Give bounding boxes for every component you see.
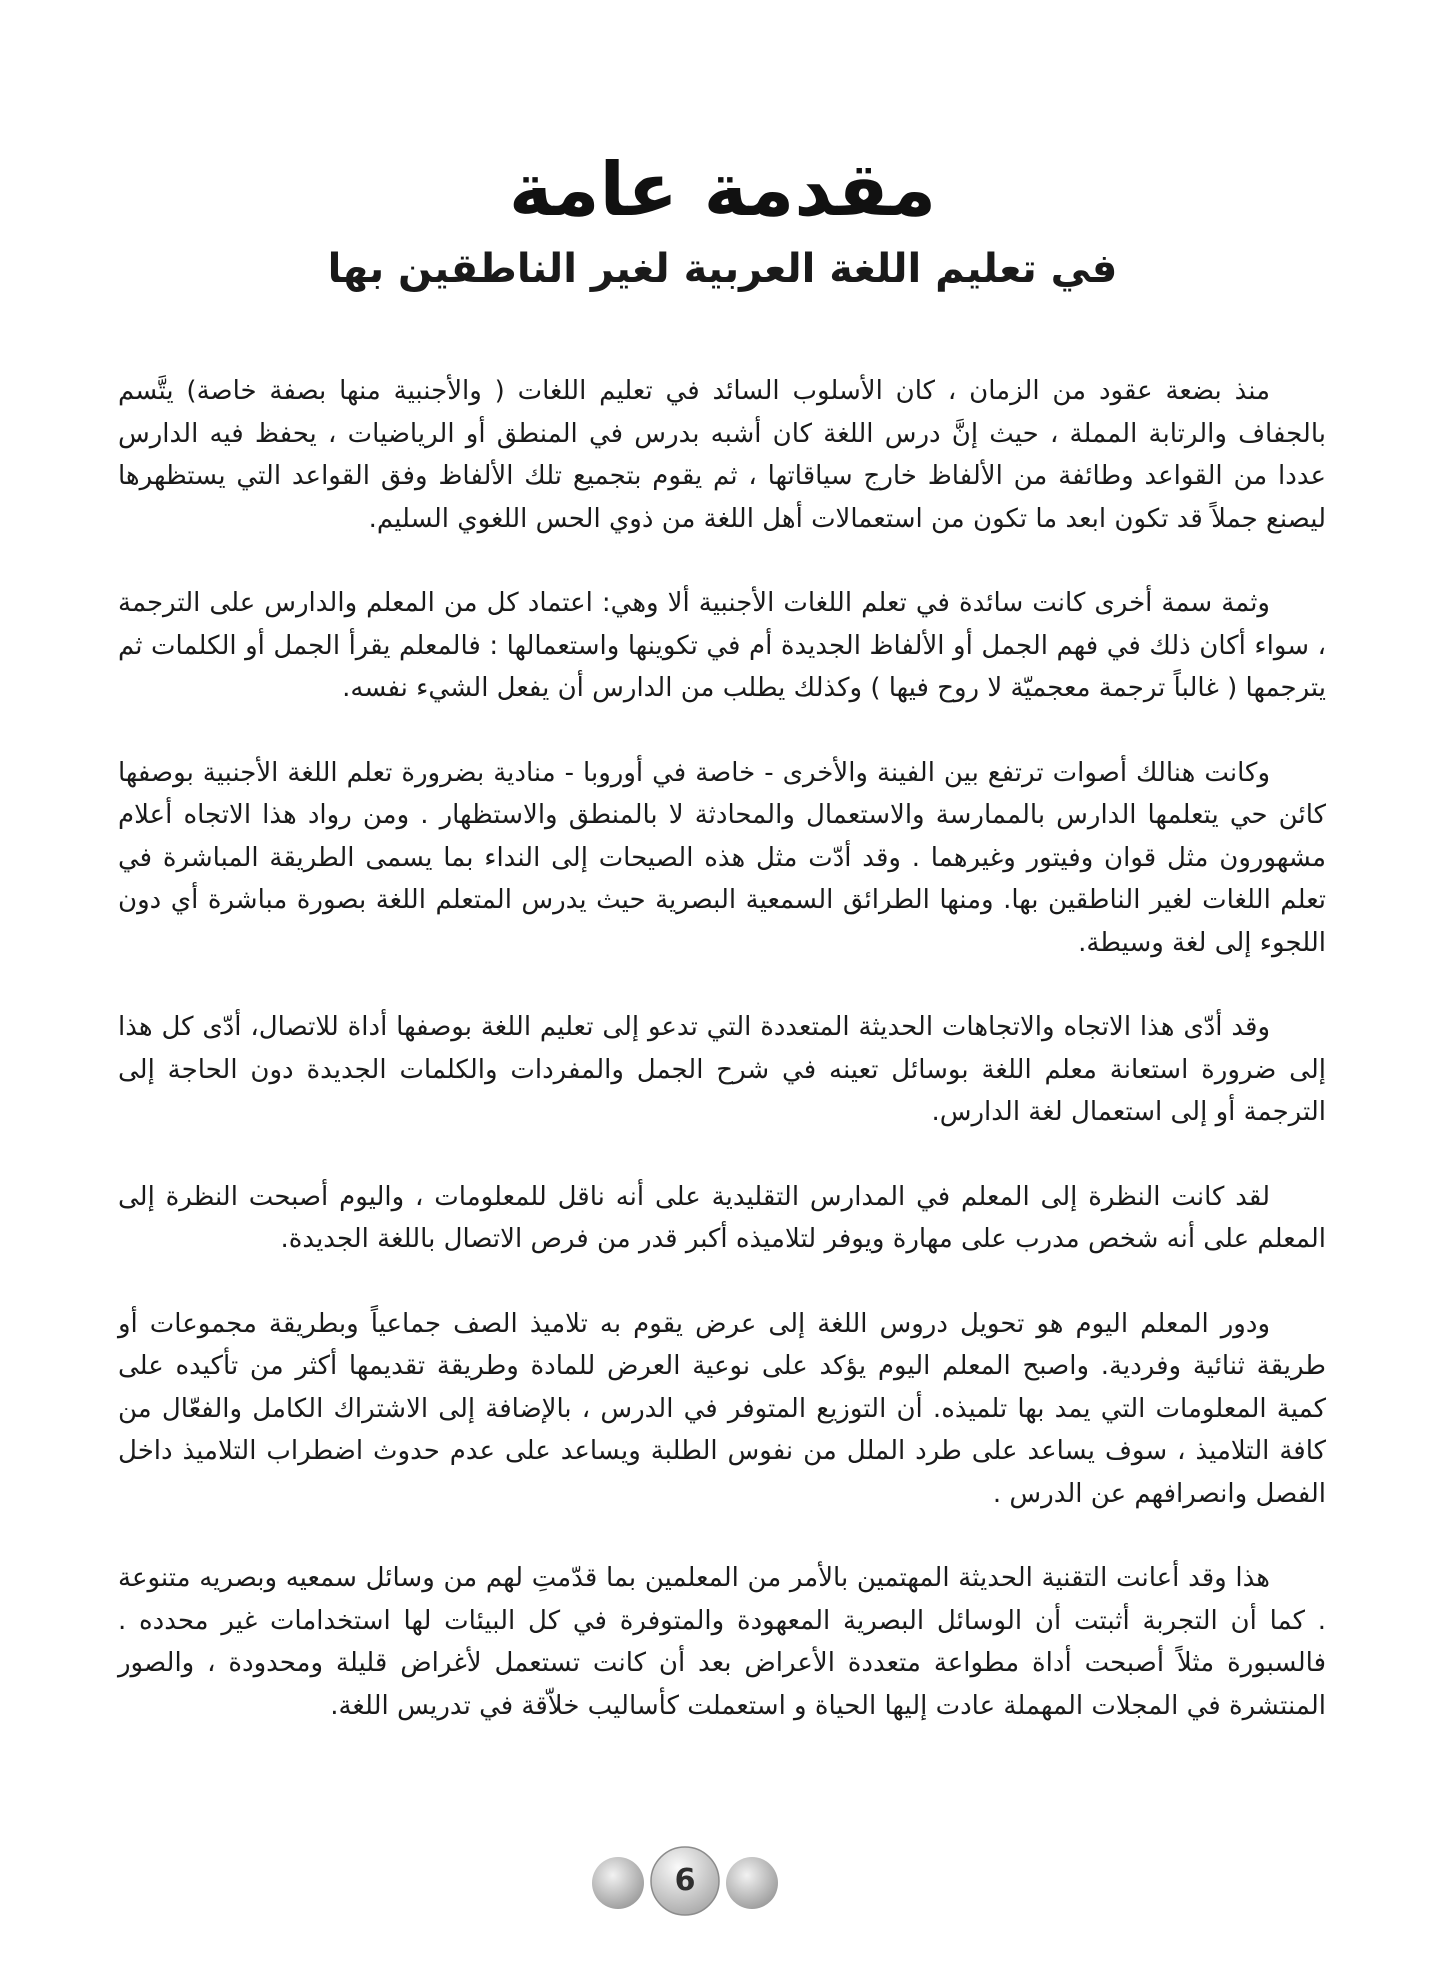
paragraph-6: ودور المعلم اليوم هو تحويل دروس اللغة إلى عرض يقوم به تلاميذ الصف جماعياً وبطريقة مجموعات أو طريقة ثنائية وفردية. واصبح المعلم اليوم يؤكد على نوعية العرض للمادة وطريقة تقديمها أكثر من تأكيده على كمية المعلومات التي يمد بها تلميذه. أن التوزيع المتوفر في الدرس ، بالإضافة إلى الاشتراك الكامل والفعّال من كافة التلاميذ ، سوف يساعد على طرد الملل من نفوس الطلبة ويساعد على عدم حدوث اضطراب التلاميذ داخل الفصل وانصرافهم عن الدرس .	[118, 1308, 1326, 1509]
paragraph-3: وكانت هنالك أصوات ترتفع بين الفينة والأخرى - خاصة في أوروبا - منادية بضرورة تعلم اللغة الأجنبية بوصفها كائن حي يتعلمها الدارس بالممارسة والاستعمال والمحادثة لا بالمنطق والاستظهار . ومن رواد هذا الاتجاه أعلام مشهورون مثل قوان وفيتور وغيرهما . وقد أدّت مثل هذه الصيحات إلى النداء بما يسمى الطريقة المباشرة في تعلم اللغات لغير الناطقين بها. ومنها الطرائق السمعية البصرية حيث يدرس المتعلم اللغة بصورة مباشرة أي دون اللجوء إلى لغة وسيطة.	[118, 757, 1326, 958]
page-number: 6	[674, 1863, 696, 1898]
paragraph-1: منذ بضعة عقود من الزمان ، كان الأسلوب السائد في تعليم اللغات ( والأجنبية منها بصفة خاصة) يتَّسم بالجفاف والرتابة المملة ، حيث إنَّ درس اللغة كان أشبه بدرس في المنطق أو الرياضيات ، يحفظ فيه الدارس عددا من القواعد وطائفة من الألفاظ خارج سياقاتها ، ثم يقوم بتجميع تلك الألفاظ وفق القواعد التي يستظهرها ليصنع جملاً قد تكون ابعد ما تكون من استعمالات أهل اللغة من ذوي الحس اللغوي السليم.	[118, 376, 1326, 534]
paragraph-5: لقد كانت النظرة إلى المعلم في المدارس التقليدية على أنه ناقل للمعلومات ، واليوم أصبحت النظرة إلى المعلم على أنه شخص مدرب على مهارة ويوفر لتلاميذه أكبر قدر من فرص الاتصال باللغة الجديدة.	[118, 1181, 1326, 1254]
page-number-badge	[590, 1845, 780, 1917]
paragraph-4: وقد أدّى هذا الاتجاه والاتجاهات الحديثة المتعددة التي تدعو إلى تعليم اللغة بوصفها أداة للاتصال، أدّى كل هذا إلى ضرورة استعانة معلم اللغة بوسائل تعينه في شرح الجمل والمفردات والكلمات الجديدة دون الحاجة إلى الترجمة أو إلى استعمال لغة الدارس.	[118, 1012, 1326, 1127]
paragraph-7: هذا وقد أعانت التقنية الحديثة المهتمين بالأمر من المعلمين بما قدّمتِ لهم من وسائل سمعيه وبصريه متنوعة . كما أن التجربة أثبتت أن الوسائل البصرية المعهودة والمتوفرة في كل البيئات لها استخدامات غير محدده . فالسبورة مثلاً أصبحت أداة مطواعة متعددة الأعراض بعد أن كانت تستعمل لأغراض قليلة ومحدودة ، والصور المنتشرة في المجلات المهملة عادت إليها الحياة و استعملت كأساليب خلاّقة في تدريس اللغة.	[118, 1563, 1326, 1721]
page-subtitle: في تعليم اللغة العربية لغير الناطقين بها	[327, 246, 1118, 292]
body-text	[118, 370, 1326, 1769]
paragraph-2: وثمة سمة أخرى كانت سائدة في تعلم اللغات الأجنبية ألا وهي: اعتماد كل من المعلم والدارس على الترجمة ، سواء أكان ذلك في فهم الجمل أو الألفاظ الجديدة أم في تكوينها واستعمالها : فالمعلم يقرأ الجمل أو الكلمات ثم يترجمها ( غالباً ترجمة معجميّة لا روح فيها ) وكذلك يطلب من الدارس أن يفعل الشيء نفسه.	[118, 588, 1326, 703]
page-title: مقدمة عامة	[508, 147, 937, 233]
